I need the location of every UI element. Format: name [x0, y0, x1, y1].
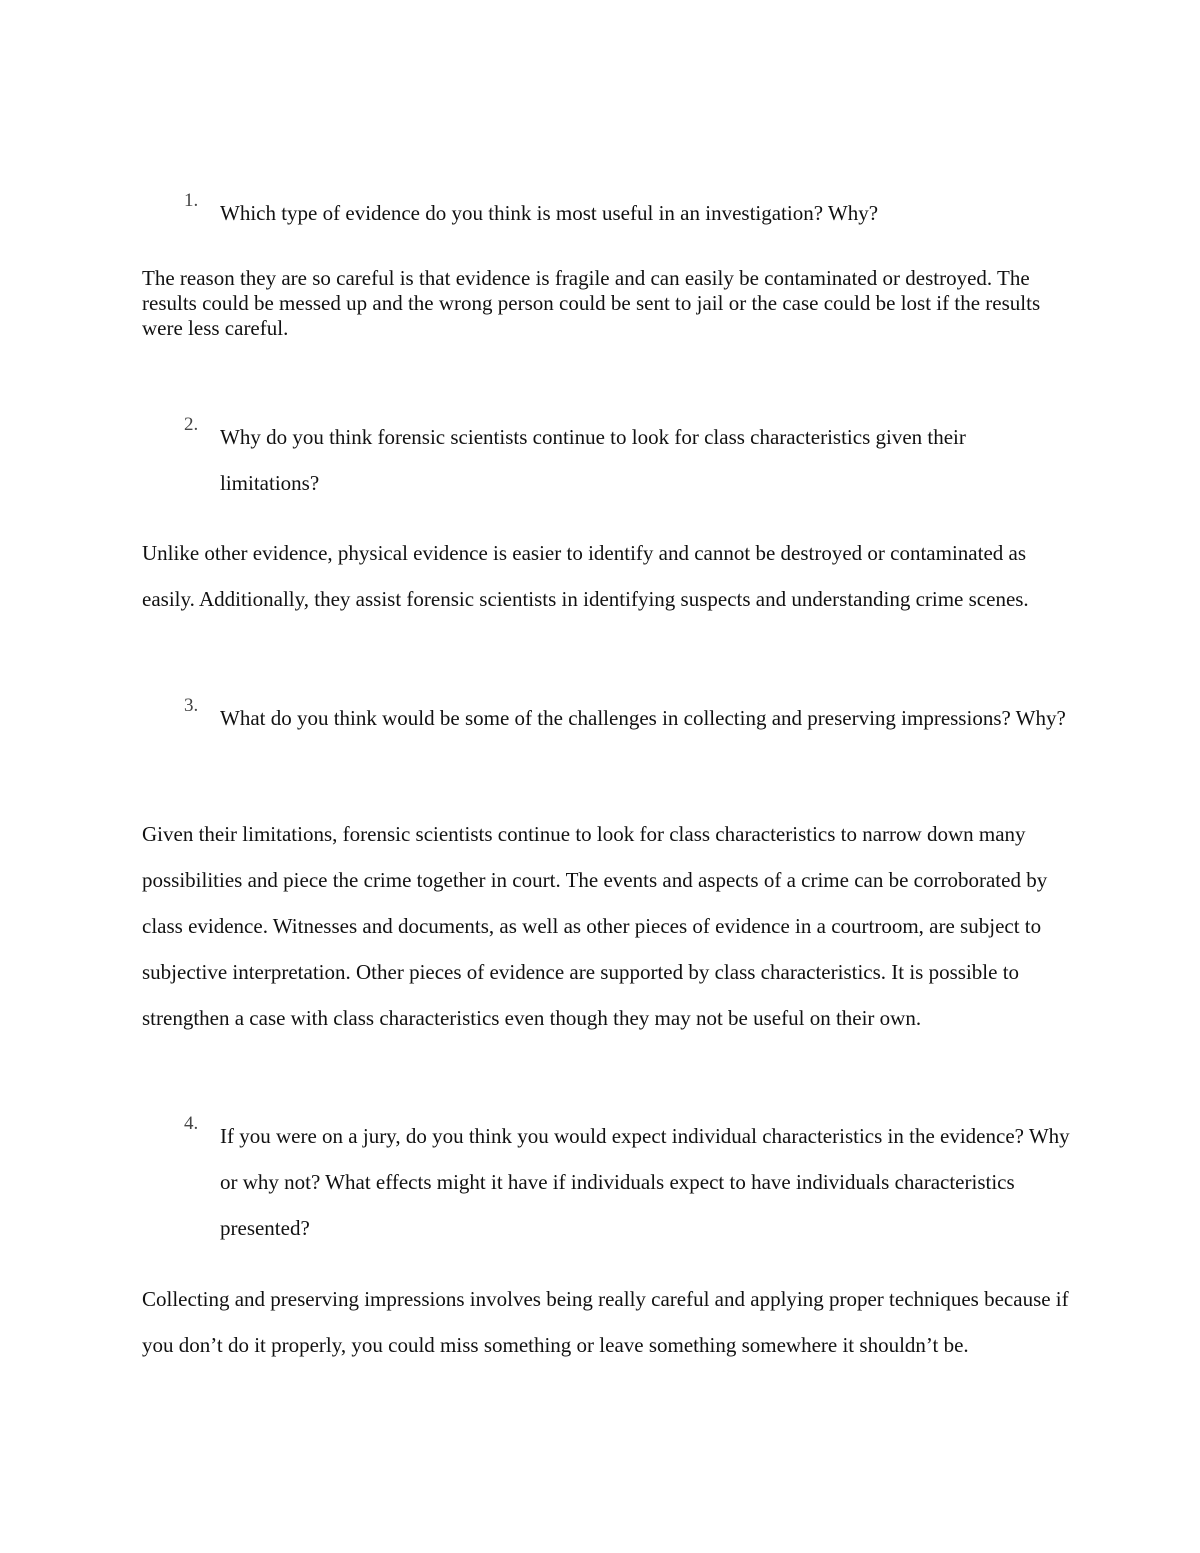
question-number: 1. [184, 190, 199, 211]
answer-1: The reason they are so careful is that evidence is fragile and can easily be contaminated or destroyed. The results could be messed up and the wrong person could be sent to jail or the case could be lost if the results were less careful. [142, 266, 1041, 340]
answer-3: Given their limitations, forensic scientists continue to look for class characteristics to narrow down many possibilities and piece the crime together in court. The events and aspects of a crime can be corroborated by class evidence. Witnesses and documents, as well as other pieces of evidence in a courtroom, are subject to subjective interpretation. Other pieces of evidence are supported by class characteristics. It is possible to strengthen a case with class characteristics even though they may not be useful on their own. [142, 822, 1048, 1030]
question-text: If you were on a jury, do you think you would expect individual characteristics in the evidence? Why or why not? What effects might it have if individuals expect to have individuals characteristics presented? [220, 1124, 1070, 1240]
question-text: What do you think would be some of the challenges in collecting and preserving impressions? Why? [220, 706, 1066, 730]
question-number: 2. [184, 414, 199, 435]
question-text: Why do you think forensic scientists continue to look for class characteristics given their limitations? [220, 425, 966, 495]
answer-4: Collecting and preserving impressions involves being really careful and applying proper techniques because if you don’t do it properly, you could miss something or leave something somewhere it shouldn’t be. [142, 1287, 1069, 1357]
question-text: Which type of evidence do you think is most useful in an investigation? Why? [220, 201, 879, 225]
question-number: 3. [184, 695, 199, 716]
question-number: 4. [184, 1113, 199, 1134]
answer-2: Unlike other evidence, physical evidence is easier to identify and cannot be destroyed or contaminated as easily. Additionally, they assist forensic scientists in identifying suspects and understanding crime scenes. [142, 541, 1029, 611]
